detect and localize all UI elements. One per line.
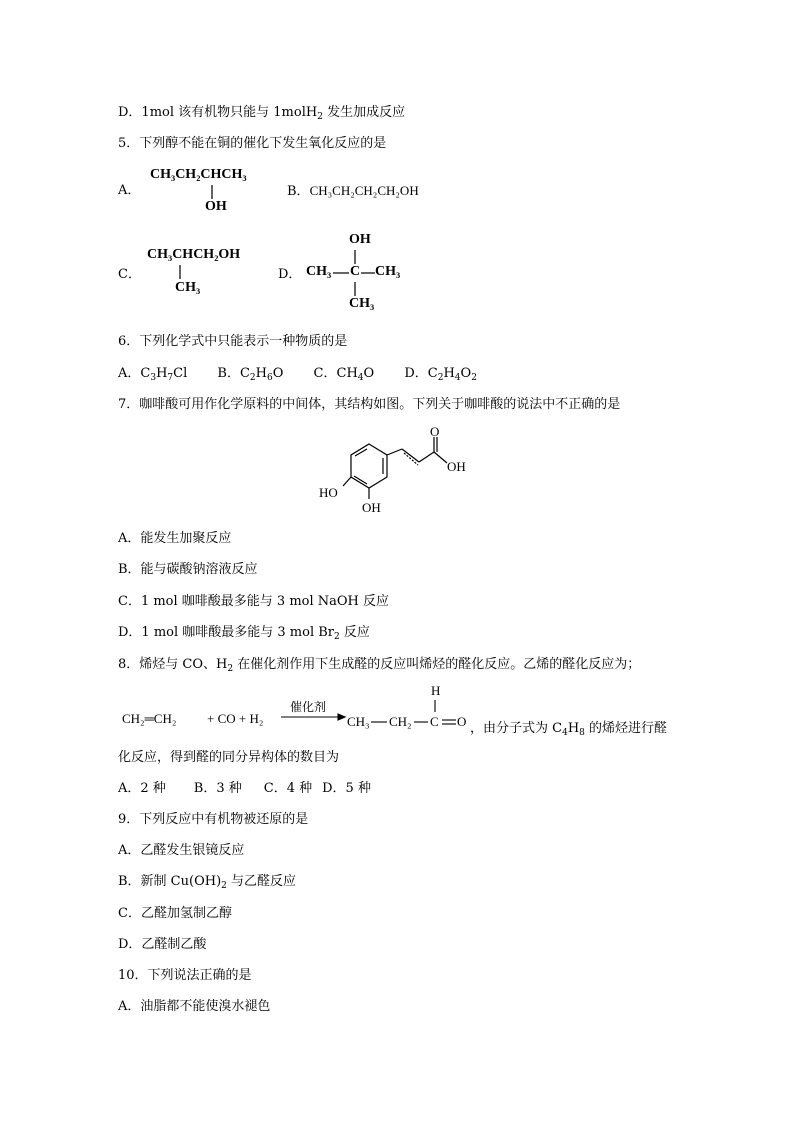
q9-option-c: C．乙醛加氢制乙醇 — [118, 906, 232, 921]
q5-a-chain: CH₃CH₂CHCH₃ — [150, 167, 247, 182]
q5-c-chain: CH₃CHCH₂OH — [147, 247, 241, 262]
q5-c-ch3: CH₃ — [175, 280, 201, 295]
q5-d-bottom-ch3: CH₃ — [349, 296, 375, 311]
phenol-ho: HO — [319, 485, 338, 500]
q8-option-b: B．3 种 — [193, 781, 242, 796]
q9-stem: 9．下列反应中有机物被还原的是 — [118, 812, 309, 827]
q6-option-b: B．$C_2H_6O$ — [217, 366, 284, 383]
q7-option-a: A．能发生加聚反应 — [118, 531, 232, 546]
q7-option-c: C．1 mol 咖啡酸最多能与 3 mol NaOH 反应 — [118, 594, 390, 609]
product-ch3: CH₃ — [347, 714, 370, 729]
q8-options — [118, 780, 371, 798]
q9-option-a: A．乙醛发生银镜反应 — [118, 843, 245, 858]
q5-a-label: A． — [118, 183, 141, 198]
product-ch2: CH₂ — [389, 714, 412, 729]
product-o: O — [457, 714, 467, 729]
q10-stem: 10．下列说法正确的是 — [118, 968, 252, 983]
q10-option-a: A．油脂都不能使溴水褪色 — [118, 999, 271, 1014]
product-c: C — [430, 714, 439, 729]
q8-stem-continued: 化反应，得到醛的同分异构体的数目为 — [118, 750, 340, 765]
q6-option-d: D．$C_2H_4O_2$ — [404, 366, 477, 383]
q8-stem: 8．烯烃与 CO、$H_2$ 在催化剂作用下生成醛的反应叫烯烃的醛化反应。乙烯的醛化反应为； — [118, 657, 641, 674]
reactants-plus: + CO + H₂ — [207, 711, 264, 726]
q7-stem: 7．咖啡酸可用作化学原料的中间体，其结构如图。下列关于咖啡酸的说法中不正确的是 — [118, 397, 621, 412]
ethylene: CH₂═CH₂ — [122, 711, 177, 726]
q9-option-d: D．乙醛制乙酸 — [118, 937, 207, 952]
phenol-oh: OH — [362, 500, 381, 515]
q5-stem: 5．下列醇不能在铜的催化下发生氧化反应的是 — [118, 136, 387, 151]
q8-option-c: C．4 种 — [263, 781, 313, 796]
q8-option-a: A．2 种 — [118, 781, 166, 796]
q7-option-d: D．1 mol 咖啡酸最多能与 3 mol $Br_2$ 反应 — [118, 625, 370, 642]
q5-d-left-ch3: CH₃ — [306, 264, 332, 279]
q5-b: B．CH₃CH₂CH₂CH₂OH — [287, 183, 419, 199]
q8-tail: ，由分子式为 $C_4H_8$ 的烯烃进行醛 — [470, 721, 668, 738]
q5-d-oh: OH — [349, 232, 371, 247]
q5-d-c: C — [350, 264, 361, 279]
q5-c-label: C． — [118, 267, 141, 282]
q6-option-a: A．$C_3H_7Cl$ — [118, 366, 188, 383]
q8-option-d: D．5 种 — [322, 781, 371, 796]
q6-option-c: C．$CH_4O$ — [313, 366, 375, 383]
q5-d-right-ch3: CH₃ — [375, 264, 401, 279]
q9-option-b: B．新制 $Cu(OH)_2$ 与乙醛反应 — [118, 874, 297, 891]
q7-option-b: B．能与碳酸钠溶液反应 — [118, 562, 258, 577]
q6-stem: 6．下列化学式中只能表示一种物质的是 — [118, 334, 348, 349]
catalyst-label: 催化剂 — [290, 700, 327, 714]
q5-d-label: D． — [278, 267, 302, 282]
carbonyl-o: O — [430, 424, 440, 439]
q5-a-oh: OH — [205, 199, 227, 214]
product-h: H — [431, 683, 441, 698]
q4-option-d: D．1mol 该有机物只能与 1molH$_2$ 发生加成反应 — [118, 105, 406, 122]
acid-oh: OH — [447, 459, 466, 474]
